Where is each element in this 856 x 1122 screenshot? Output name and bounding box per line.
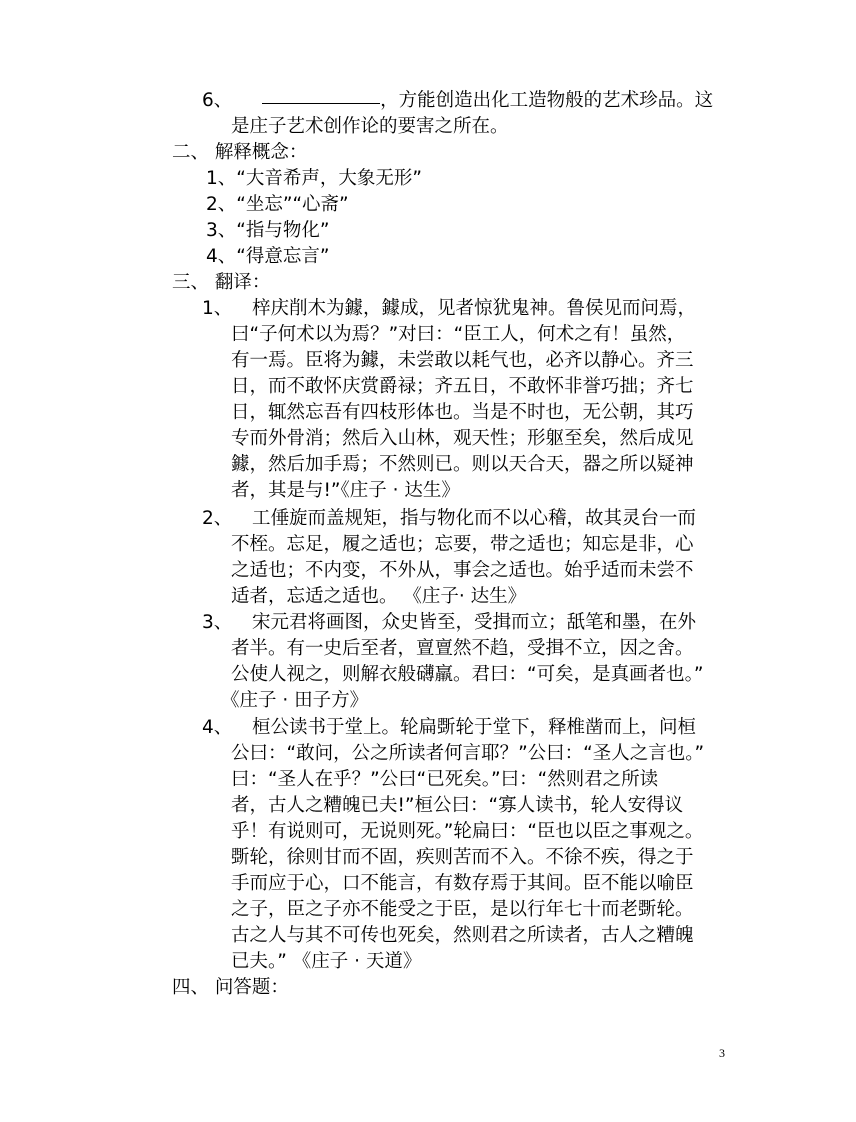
passage-4-line: 手而应于心，口不能言，有数存焉于其间。臣不能以喻臣 [231,873,694,894]
passage-1-line: 日，而不敢怀庆赏爵禄；齐五日，不敢怀非誉巧拙；齐七 [231,376,694,397]
page-number: 3 [719,1046,725,1060]
passage-2-line: 适者，忘适之适也。 《庄子· 达生》 [231,586,527,607]
passage-4-line: 桓公读书于堂上。轮扁斲轮于堂下，释椎凿而上，问桓 [252,717,697,738]
passage-1-line: 梓庆削木为鐻，鐻成，见者惊犹鬼神。鲁侯见而问焉， [252,298,697,319]
passage-4-line: 曰：“圣人在乎？”公曰“已死矣。”曰：“然则君之所读 [231,769,659,790]
concept-item-4: 4、“得意忘言” [206,246,330,267]
passage-4-number: 4、 [202,717,233,738]
passage-3-number: 3、 [202,612,233,633]
passage-4-line: 古之人与其不可传也死矣，然则君之所读者，古人之糟魄 [231,925,694,946]
passage-3-line: 者半。有一史后至者，亶亶然不趋，受揖不立，因之舍。 [231,638,694,659]
concept-item-1: 1、“大音希声，大象无形” [206,168,422,189]
q6-line-2: 是庄子艺术创作论的要害之所在。 [231,116,509,137]
passage-4-line: 之子，臣之子亦不能受之于臣，是以行年七十而老斲轮。 [231,899,694,920]
concept-item-2: 2、“坐忘”“心斋” [206,194,349,215]
concept-item-3: 3、“指与物化” [206,220,330,241]
q6-line-1 [202,88,713,114]
passage-4-line: 者，古人之糟魄已夫!”桓公曰：“寡人读书，轮人安得议 [231,795,684,816]
passage-2-line: 不桎。忘足，履之适也；忘要，带之适也；知忘是非，心 [231,534,694,555]
q6-text-1: ，方能创造出化工造物般的艺术珍品。这 [380,90,714,111]
passage-1-number: 1、 [202,298,233,319]
section-2-heading: 二、 解释概念： [172,142,308,163]
passage-4-line: 斲轮，徐则甘而不固，疾则苦而不入。不徐不疾，得之于 [231,847,694,868]
passage-3-line: 公使人视之，则解衣般礴羸。君曰：“可矣，是真画者也。” [231,664,704,685]
passage-1-line: 者，其是与!”《庄子 · 达生》 [231,480,460,501]
passage-3-line: 《庄子 · 田子方》 [221,690,369,711]
passage-2-line: 之适也；不内变，不外从，事会之适也。始乎适而未尝不 [231,560,694,581]
passage-1-line: 日，辄然忘吾有四枝形体也。当是不时也，无公朝，其巧 [231,402,694,423]
passage-1-line: 鐻，然后加手焉；不然则已。则以天合天，器之所以疑神 [231,454,694,475]
passage-2-number: 2、 [202,508,233,529]
passage-3-line: 宋元君将画图，众史皆至，受揖而立；舐笔和墨，在外 [252,612,697,633]
passage-1-line: 曰“子何术以为焉？”对曰：“臣工人，何术之有！虽然， [231,324,686,345]
fill-in-blank [262,89,380,104]
passage-4-line: 已夫。” 《庄子 · 天道》 [231,951,422,972]
passage-4-line: 公曰：“敢问，公之所读者何言耶？”公曰：“圣人之言也。” [231,743,705,764]
q6-number: 6、 [202,90,233,111]
section-3-heading: 三、 翻译： [172,272,271,293]
passage-4-line: 乎！有说则可，无说则死。”轮扁曰：“臣也以臣之事观之。 [231,821,704,842]
passage-1-line: 专而外骨消；然后入山林，观天性；形躯至矣，然后成见 [231,428,694,449]
passage-1-line: 有一焉。臣将为鐻，未尝敢以耗气也，必齐以静心。齐三 [231,350,694,371]
passage-2-line: 工倕旋而盖规矩，指与物化而不以心稽，故其灵台一而 [252,508,697,529]
section-4-heading: 四、 问答题： [172,977,289,998]
